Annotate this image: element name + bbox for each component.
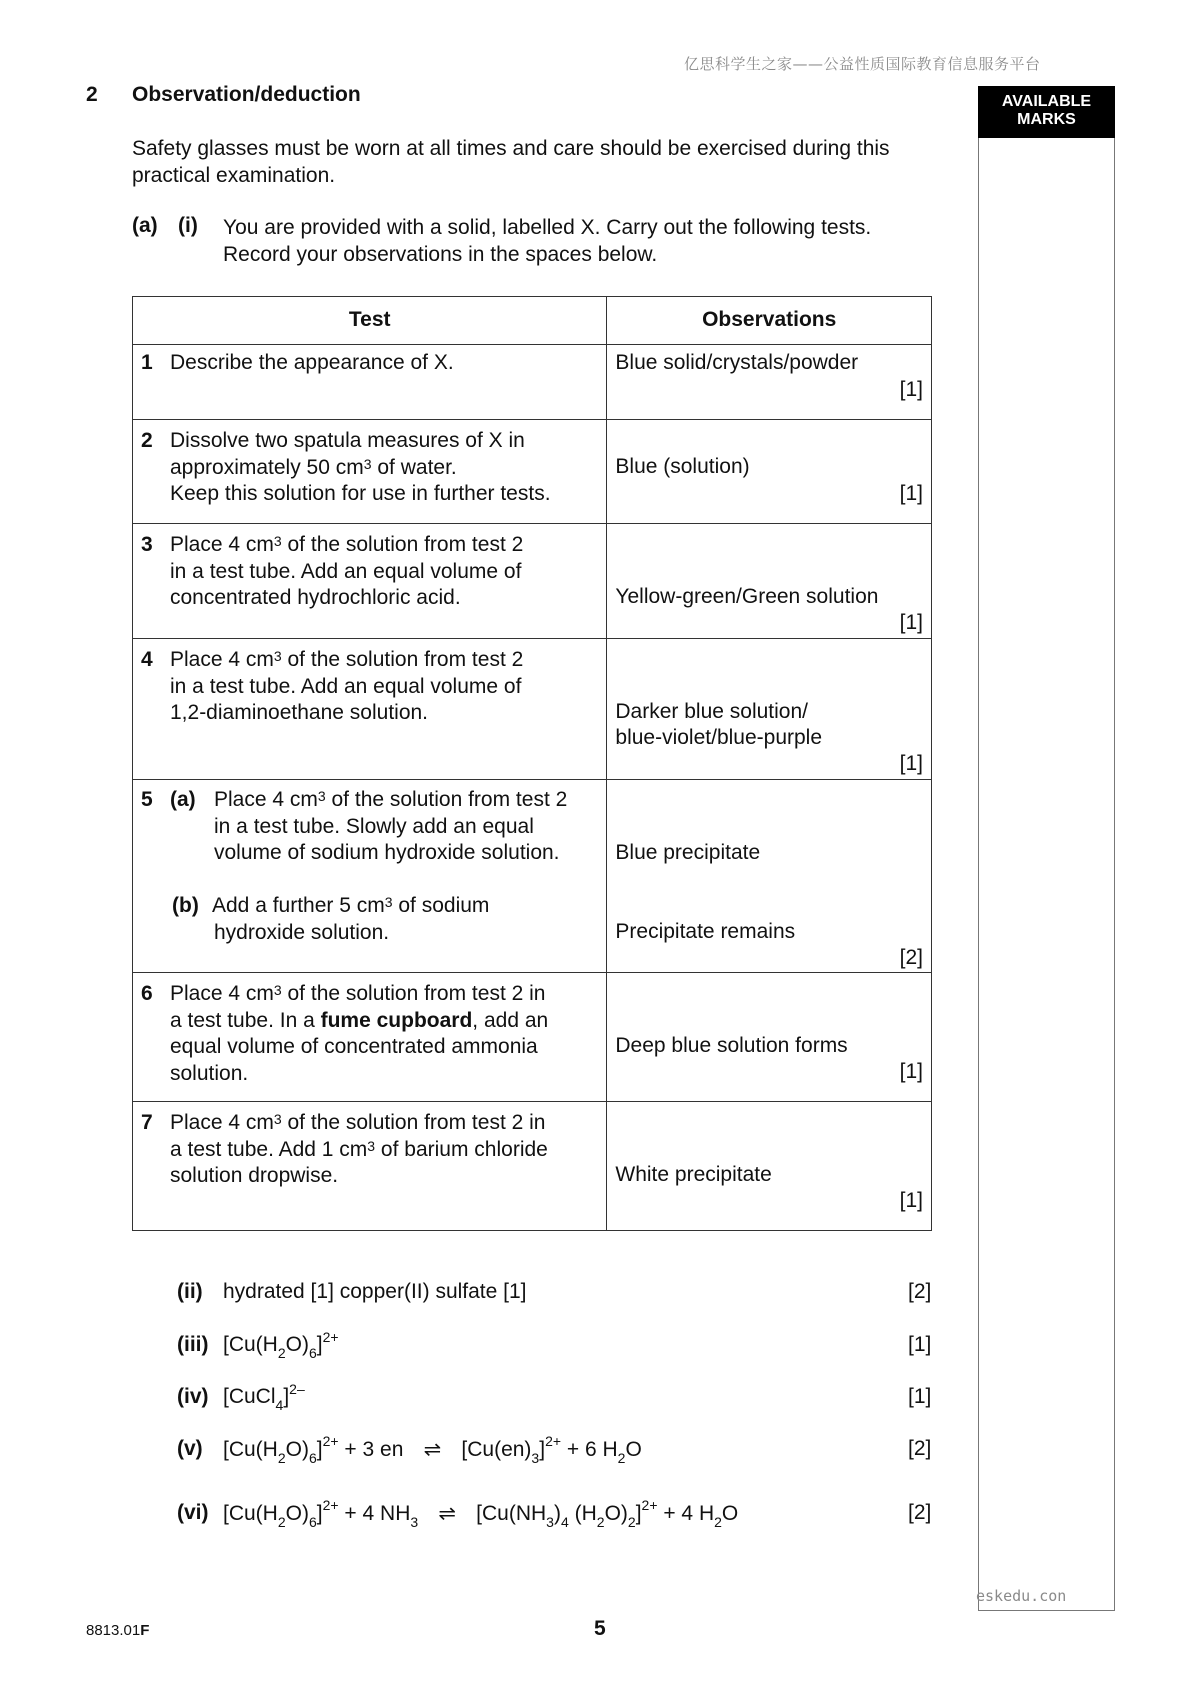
mark: [1] <box>899 378 923 401</box>
question-number: 2 <box>86 83 98 106</box>
observation-cell <box>607 1102 932 1231</box>
observation-text: Darker blue solution/ <box>615 700 808 723</box>
marks-header-line2: MARKS <box>1017 111 1076 128</box>
mark: [1] <box>899 482 923 505</box>
observation-text: Precipitate remains <box>615 920 796 943</box>
table-row <box>133 345 932 420</box>
test-line: in a test tube. Slowly add an equal <box>214 814 534 838</box>
answer-iv-formula: [CuCl$_4$]$^{2-}$ <box>223 1381 305 1413</box>
test-line: Dissolve two spatula measures of X in <box>170 429 525 452</box>
test-line: a test tube. In a fume cupboard, add an <box>170 1008 549 1032</box>
observation-cell <box>607 524 932 639</box>
table-row <box>133 973 932 1102</box>
test-number: 1 <box>141 351 153 374</box>
part-a-label: (a) <box>132 214 158 237</box>
table-row <box>133 639 932 780</box>
test-line: Place 4 $cm^3$ of the solution from test 2 <box>170 648 524 671</box>
test-cell <box>133 420 607 524</box>
table-header-row <box>133 297 932 345</box>
observation-text: Blue (solution) <box>615 455 750 478</box>
question-title: Observation/deduction <box>132 83 361 106</box>
paper-code: 8813.01F <box>86 1622 150 1639</box>
test-line: hydroxide solution. <box>214 920 390 944</box>
observation-cell <box>607 639 932 780</box>
test-line: in a test tube. Add an equal volume of <box>170 674 522 698</box>
test-number: 7 <box>141 1111 153 1134</box>
part-a-line1: You are provided with a solid, labelled X. Carry out the following tests. <box>223 216 872 239</box>
equilibrium-arrow-icon: ⇌ <box>423 1438 442 1461</box>
answer-vi-equation: $[Cu(H_2O)_6]^{2+} + 4$ $NH_3$ ⇌ [$Cu(NH_3)_4$ $(H_2O)_2]^{2+} + 4$ $H_2O$ <box>223 1497 739 1530</box>
answer-iii-mark: [1] <box>908 1333 932 1356</box>
answer-vi-mark: [2] <box>908 1501 932 1524</box>
observation-table <box>132 296 932 1231</box>
watermark-bottom: eskedu.con <box>976 1587 1067 1605</box>
answer-vi-label: (vi) <box>177 1501 209 1524</box>
test-number: 3 <box>141 533 153 556</box>
test-cell <box>133 639 607 780</box>
test-line: solution dropwise. <box>170 1164 339 1187</box>
observation-cell <box>607 420 932 524</box>
answer-iv-label: (iv) <box>177 1385 209 1408</box>
answer-ii-text: hydrated [1] copper(II) sulfate [1] <box>223 1280 527 1303</box>
test-description: Describe the appearance of X. <box>170 351 454 374</box>
test-description <box>133 973 606 1087</box>
marks-column <box>978 86 1115 1611</box>
test-number: 6 <box>141 982 153 1005</box>
safety-paragraph: Safety glasses must be worn at all times and care should be exercised during this practical examination. <box>132 137 890 187</box>
answer-ii <box>177 1280 203 1304</box>
test-cell <box>133 973 607 1102</box>
test-line: 1,2-diaminoethane solution. <box>170 701 429 724</box>
test-description-b <box>212 893 602 946</box>
sub-part-a-label: (a) <box>170 788 196 811</box>
table-row <box>133 524 932 639</box>
test-cell <box>133 1102 607 1231</box>
mark: [1] <box>899 1060 923 1083</box>
header-test: Test <box>133 297 607 345</box>
mark: [2] <box>899 946 923 969</box>
test-number: 5 <box>141 788 153 811</box>
test-line: Keep this solution for use in further tests. <box>170 482 551 505</box>
test-number: 2 <box>141 429 153 452</box>
test-description <box>133 524 606 612</box>
mark: [1] <box>899 1189 923 1212</box>
test-line: solution. <box>170 1061 249 1085</box>
watermark-top: 亿思科学生之家——公益性质国际教育信息服务平台 <box>684 55 1041 73</box>
answer-v-mark: [2] <box>908 1437 932 1460</box>
answer-v-equation: $[Cu(H_2O)_6]^{2+} + 3$ en ⇌ $[Cu(en)_3]^{2+} + 6$ $H_2O$ <box>223 1433 642 1466</box>
test-line: Place 4 $cm^3$ of the solution from test 2 <box>214 788 568 811</box>
observation-text: Blue precipitate <box>615 841 761 864</box>
observation-cell <box>607 345 932 420</box>
observation-text: Deep blue solution forms <box>615 1034 848 1057</box>
test-line: concentrated hydrochloric acid. <box>170 586 461 609</box>
header-observations: Observations <box>607 297 932 345</box>
answer-label: (ii) <box>177 1280 203 1303</box>
observation-text: White precipitate <box>615 1163 772 1186</box>
observation-text: Yellow-green/Green solution <box>615 585 879 608</box>
test-line: Place 4 $cm^3$ of the solution from test 2 in <box>170 1111 546 1134</box>
mark: [1] <box>899 752 923 775</box>
test-cell <box>133 780 607 973</box>
mark: [1] <box>899 611 923 634</box>
equilibrium-arrow-icon: ⇌ <box>438 1502 456 1525</box>
table-row <box>133 420 932 524</box>
answer-v-label: (v) <box>177 1437 203 1460</box>
test-description <box>133 1102 606 1190</box>
sub-part-b-label: (b) <box>172 894 199 917</box>
test-description <box>133 420 606 508</box>
marks-header-line1: AVAILABLE <box>1001 93 1092 110</box>
test-line: a test tube. Add 1 $cm^3$ of barium chloride <box>170 1137 548 1161</box>
test-line: Place 4 $cm^3$ of the solution from test 2 <box>170 533 524 556</box>
test-line: in a test tube. Add an equal volume of <box>170 559 522 583</box>
table-row <box>133 780 932 973</box>
test-number: 4 <box>141 648 153 671</box>
page-number: 5 <box>594 1617 606 1640</box>
marks-header <box>978 86 1115 138</box>
answer-ii-mark: [2] <box>908 1280 932 1303</box>
table-row <box>133 1102 932 1231</box>
test-cell <box>133 345 607 420</box>
test-line: Place 4 $cm^3$ of the solution from test 2 in <box>170 982 546 1005</box>
observation-text: Blue solid/crystals/powder <box>615 351 859 374</box>
part-a-instructions <box>223 214 943 268</box>
test-line: Add a further 5 $cm^3$ of sodium <box>212 894 490 917</box>
part-a-line2: Record your observations in the spaces below. <box>223 243 658 266</box>
answer-iii-formula: $[Cu(H_2O)_6]^{2+}$ <box>223 1329 339 1361</box>
answer-iv-mark: [1] <box>908 1385 932 1408</box>
part-i-label: (i) <box>178 214 198 237</box>
test-description <box>133 639 606 727</box>
observation-cell <box>607 973 932 1102</box>
answer-iii-label: (iii) <box>177 1333 209 1356</box>
observation-text: blue-violet/blue-purple <box>615 726 823 749</box>
test-line: equal volume of concentrated ammonia <box>170 1035 538 1058</box>
test-cell <box>133 524 607 639</box>
observation-cell <box>607 780 932 973</box>
test-line: volume of sodium hydroxide solution. <box>214 841 560 864</box>
test-description-a <box>214 787 604 867</box>
test-line: approximately 50 $cm^3$ of water. <box>170 455 457 479</box>
